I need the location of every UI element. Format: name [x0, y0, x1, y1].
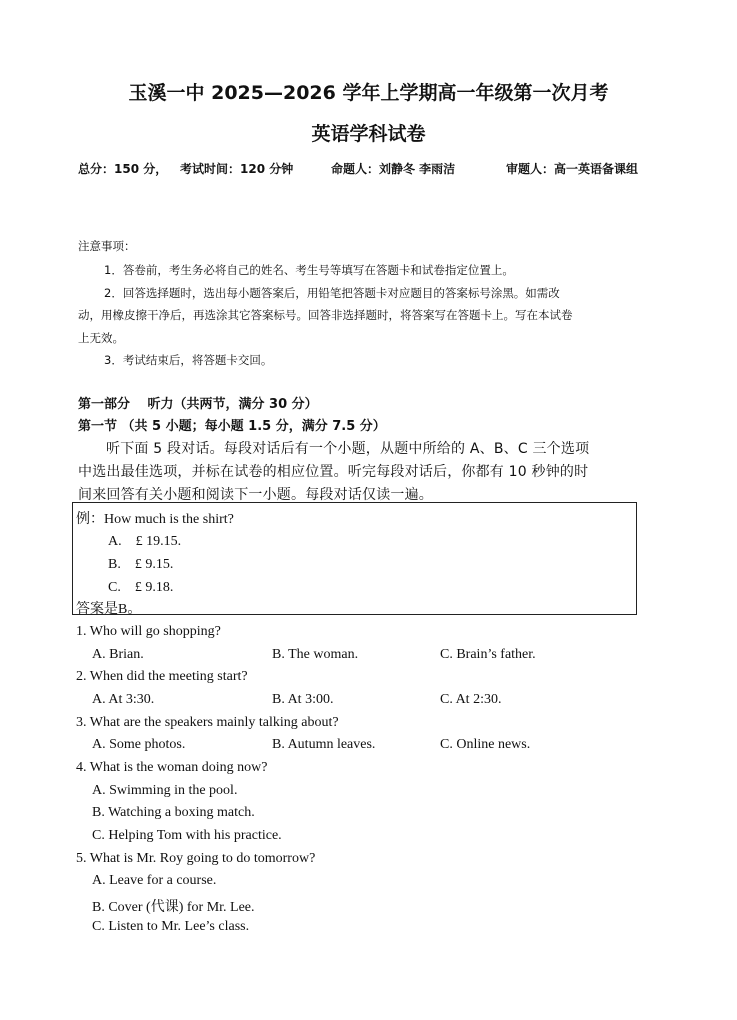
q5-option-a: A. Leave for a course.	[92, 873, 217, 888]
authors: 命题人：刘静冬 李雨洁	[331, 162, 456, 176]
note-item-2-line-3: 上无效。	[78, 331, 124, 345]
note-item-2-line-2: 动，用橡皮擦干净后，再选涂其它答案标号。回答非选择题时，将答案写在答题卡上。写在本试卷	[78, 308, 573, 322]
instructions-line-1: 听下面 5 段对话。每段对话后有一个小题，从题中所给的 A、B、C 三个选项	[106, 441, 590, 457]
question-1: 1. Who will go shopping?	[76, 624, 221, 639]
question-3: 3. What are the speakers mainly talking about?	[76, 715, 339, 730]
notes-heading: 注意事项：	[78, 239, 136, 253]
q4-option-b: B. Watching a boxing match.	[92, 805, 255, 820]
reviewer: 审题人：高一英语备课组	[506, 162, 639, 176]
instructions-line-3: 间来回答有关小题和阅读下一小题。每段对话仅读一遍。	[78, 487, 433, 503]
example-option-c: C. £ 9.18.	[108, 580, 174, 595]
question-4: 4. What is the woman doing now?	[76, 760, 268, 775]
q1-option-c: C. Brain’s father.	[440, 647, 536, 662]
q4-option-a: A. Swimming in the pool.	[92, 783, 238, 798]
example-question: 例：How much is the shirt?	[76, 512, 234, 527]
q5-option-c: C. Listen to Mr. Lee’s class.	[92, 919, 250, 934]
q1-option-a: A. Brian.	[92, 647, 144, 662]
note-item-1: 1．答卷前，考生务必将自己的姓名、考生号等填写在答题卡和试卷指定位置上。	[104, 263, 514, 277]
q3-option-c: C. Online news.	[440, 737, 531, 752]
question-5: 5. What is Mr. Roy going to do tomorrow?	[76, 851, 316, 866]
total-score: 总分：150 分，	[78, 162, 168, 176]
exam-time: 考试时间：120 分钟	[180, 162, 294, 176]
exam-title: 玉溪一中 2025—2026 学年上学期高一年级第一次月考	[128, 82, 609, 104]
example-option-b: B. £ 9.15.	[108, 557, 174, 572]
note-item-2-line-1: 2．回答选择题时，选出每小题答案后，用铅笔把答题卡对应题目的答案标号涂黑。如需改	[104, 286, 560, 300]
q3-option-b: B. Autumn leaves.	[272, 737, 376, 752]
question-2: 2. When did the meeting start?	[76, 669, 248, 684]
q4-option-c: C. Helping Tom with his practice.	[92, 828, 282, 843]
q2-option-a: A. At 3:30.	[92, 692, 155, 707]
q5-option-b: B. Cover (代课) for Mr. Lee.	[92, 900, 255, 915]
part1-title: 第一部分 听力（共两节，满分 30 分）	[78, 397, 318, 412]
q1-option-b: B. The woman.	[272, 647, 359, 662]
example-option-a: A. £ 19.15.	[108, 534, 182, 549]
section1-title: 第一节 （共 5 小题；每小题 1.5 分，满分 7.5 分）	[78, 419, 386, 434]
exam-subtitle: 英语学科试卷	[311, 123, 426, 145]
note-item-3: 3．考试结束后，将答题卡交回。	[104, 353, 273, 367]
instructions-line-2: 中选出最佳选项，并标在试卷的相应位置。听完每段对话后，你都有 10 秒钟的时	[78, 464, 589, 480]
example-answer: 答案是B。	[76, 602, 142, 617]
q3-option-a: A. Some photos.	[92, 737, 186, 752]
q2-option-b: B. At 3:00.	[272, 692, 334, 707]
q2-option-c: C. At 2:30.	[440, 692, 502, 707]
